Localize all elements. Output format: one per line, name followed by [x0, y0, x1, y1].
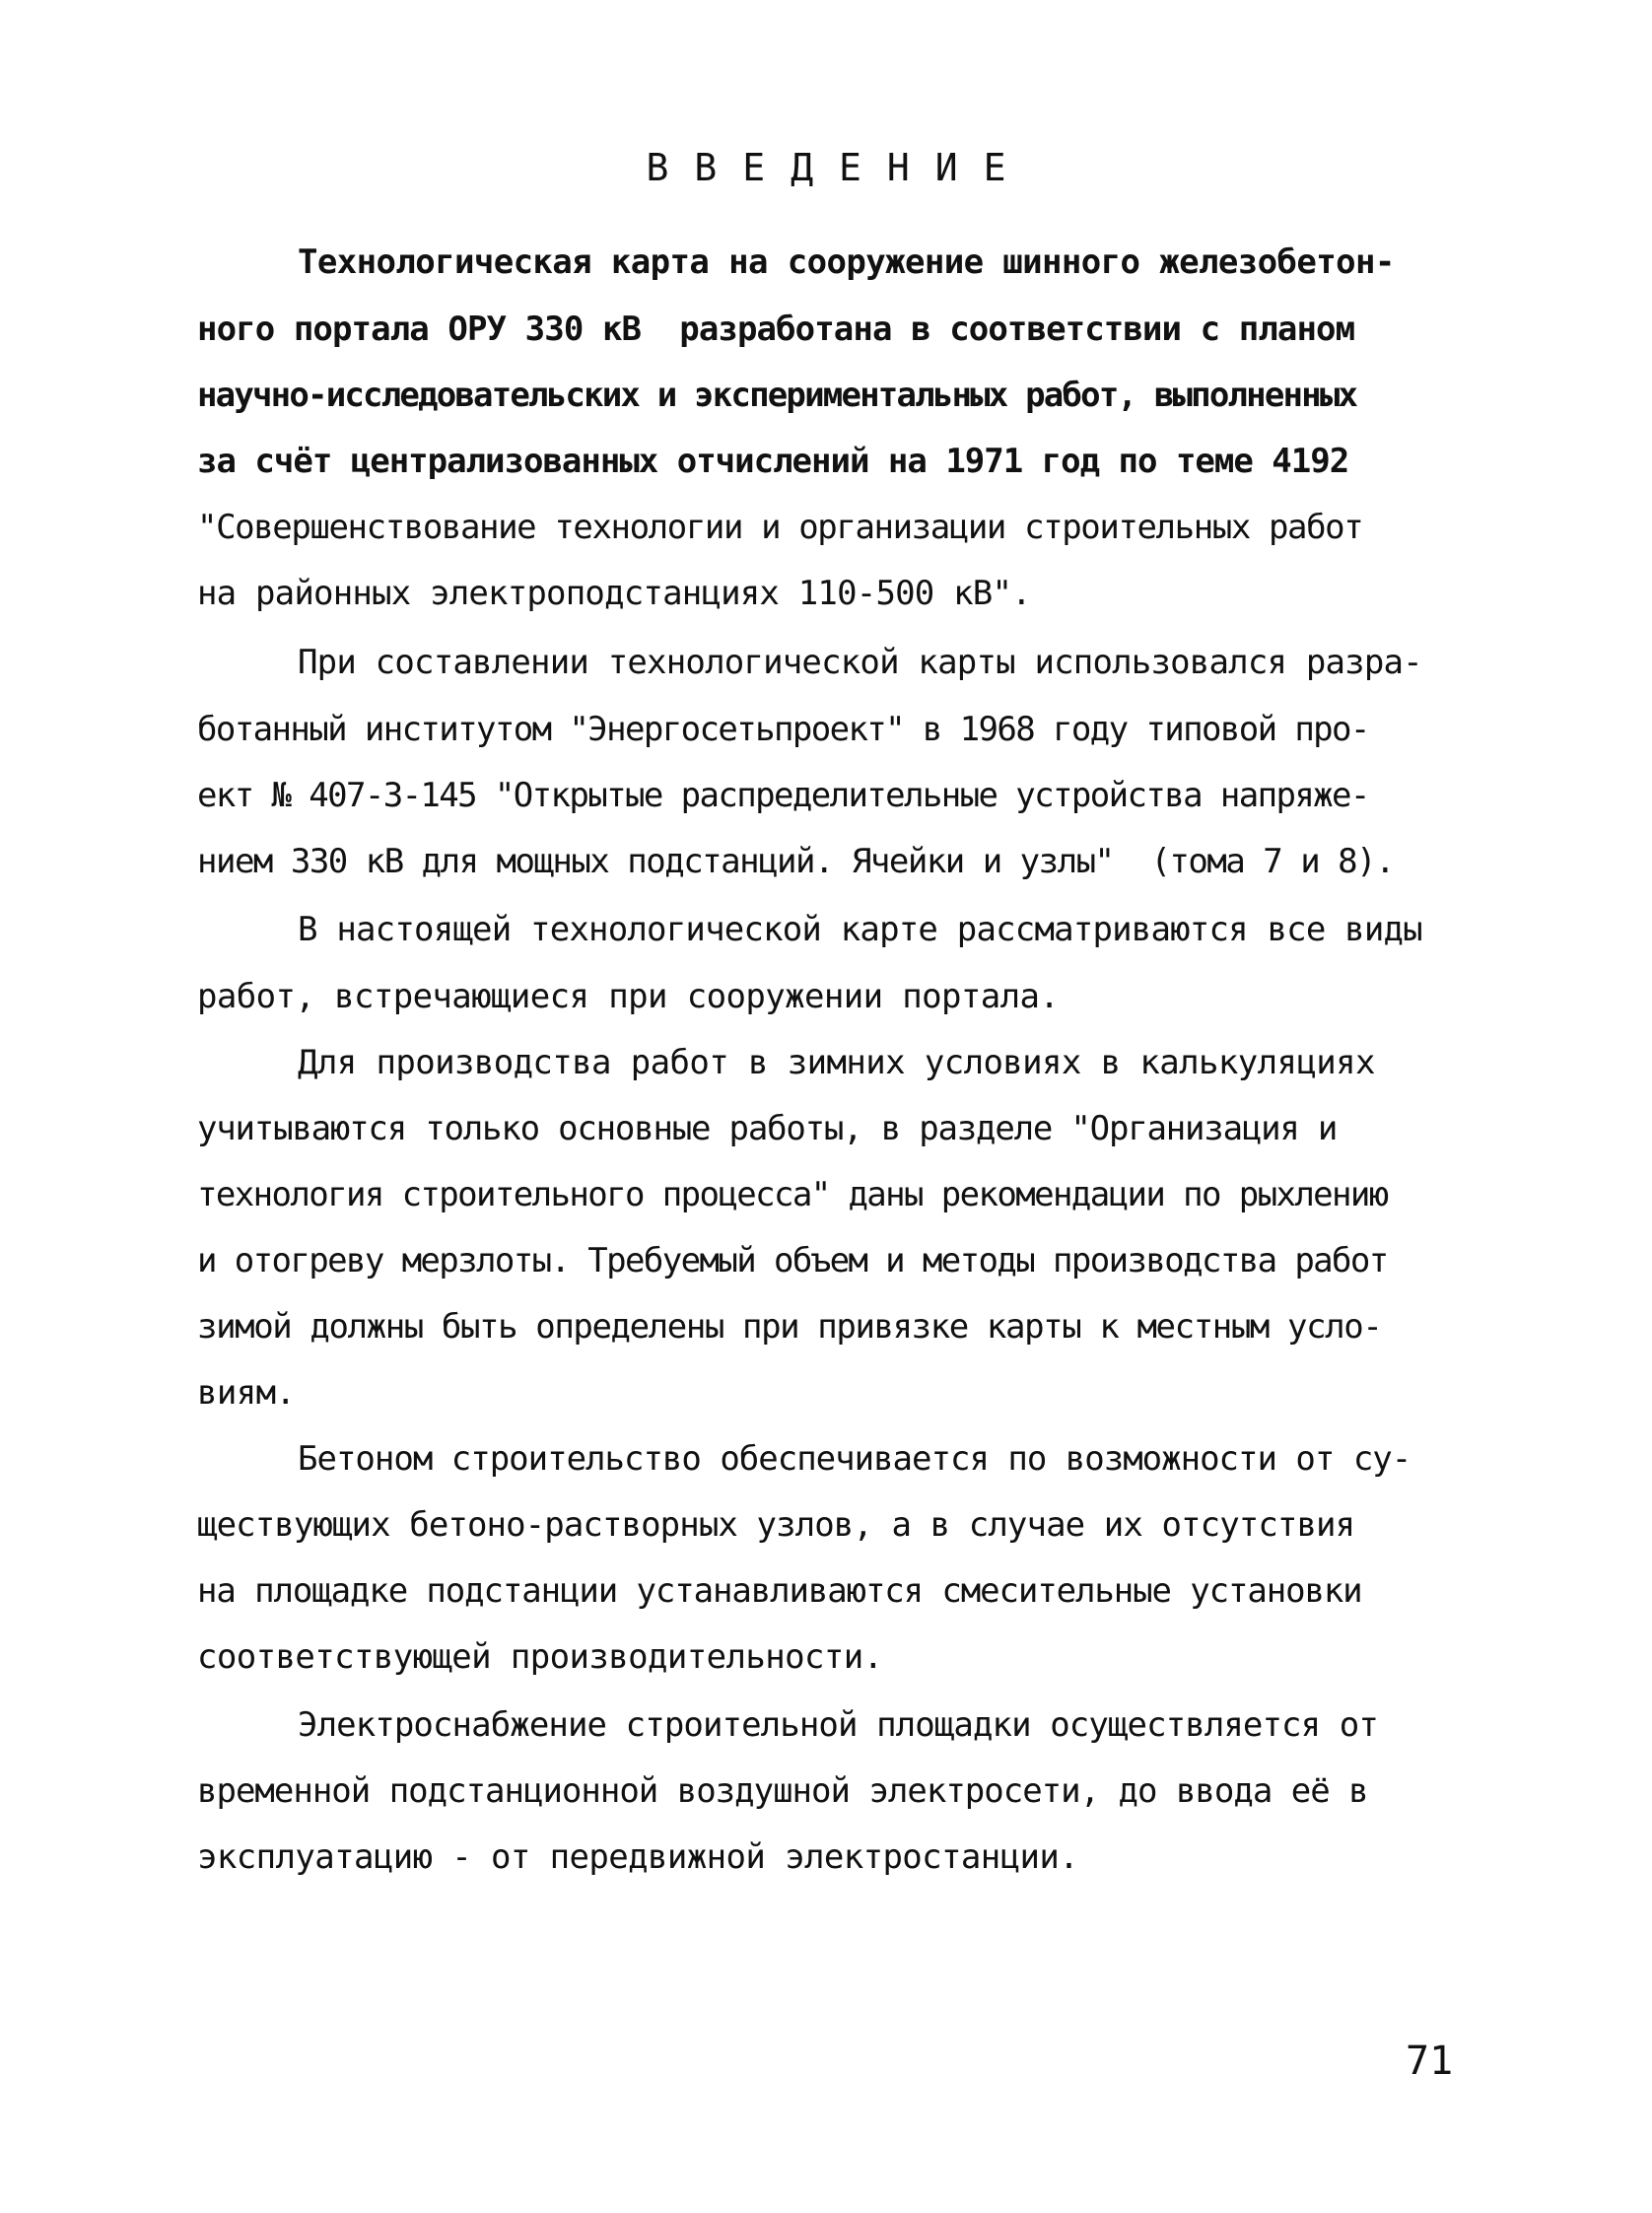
paragraph-2-line-3: ект № 407-3-145 "Открытые распределительные устройства напряже-: [197, 776, 1369, 815]
paragraph-1-line-1: Технологическая карта на сооружение шинного железобетон-: [298, 242, 1395, 282]
paragraph-1-line-3: научно-исследовательских и экспериментальных работ, выполненных: [197, 376, 1357, 415]
paragraph-1-line-4: за счёт централизованных отчислений на 1971 год по теме 4192: [197, 442, 1349, 481]
paragraph-3-line-2: работ, встречающиеся при сооружении портала.: [197, 977, 1060, 1016]
paragraph-6-line-3: эксплуатацию - от передвижной электростанции.: [197, 1837, 1079, 1877]
paragraph-2-line-4: нием 330 кВ для мощных подстанций. Ячейки и узлы" (тома 7 и 8).: [197, 842, 1395, 881]
paragraph-1-line-6: на районных электроподстанциях 110-500 кВ".: [197, 574, 1031, 613]
paragraph-4-line-2: учитываются только основные работы, в разделе "Организация и: [197, 1109, 1338, 1148]
page-title: ВВЕДЕНИЕ: [646, 146, 1032, 189]
paragraph-3-line-1: В настоящей технологической карте рассматриваются все виды: [298, 910, 1422, 949]
page-number: 71: [1406, 2039, 1454, 2084]
paragraph-1-line-5: "Совершенствование технологии и организации строительных работ: [197, 508, 1363, 547]
paragraph-5-line-3: на площадке подстанции устанавливаются смесительные установки: [197, 1571, 1362, 1611]
paragraph-5-line-4: соответствующей производительности.: [197, 1637, 883, 1677]
paragraph-4-line-5: зимой должны быть определены при привязке карты к местным усло-: [197, 1307, 1382, 1347]
paragraph-5-line-1: Бетоном строительство обеспечивается по возможности от су-: [298, 1439, 1411, 1479]
paragraph-4-line-3: технология строительного процесса" даны рекомендации по рыхлению: [197, 1175, 1388, 1214]
paragraph-6-line-2: временной подстанционной воздушной электросети, до ввода её в: [197, 1771, 1368, 1811]
paragraph-1-line-2: ного портала ОРУ 330 кВ разработана в соответствии с планом: [197, 310, 1355, 349]
paragraph-2-line-2: ботанный институтом "Энергосетьпроект" в 1968 году типовой про-: [197, 710, 1369, 749]
paragraph-5-line-2: ществующих бетоно-растворных узлов, а в случае их отсутствия: [197, 1505, 1355, 1545]
paragraph-4-line-1: Для производства работ в зимних условиях в калькуляциях: [298, 1043, 1375, 1082]
paragraph-4-line-6: виям.: [197, 1373, 296, 1413]
paragraph-6-line-1: Электроснабжение строительной площадки осуществляется от: [298, 1705, 1378, 1745]
paragraph-2-line-1: При составлении технологической карты использовался разра-: [298, 643, 1422, 682]
paragraph-4-line-4: и отогреву мерзлоты. Требуемый объем и методы производства работ: [197, 1241, 1388, 1280]
